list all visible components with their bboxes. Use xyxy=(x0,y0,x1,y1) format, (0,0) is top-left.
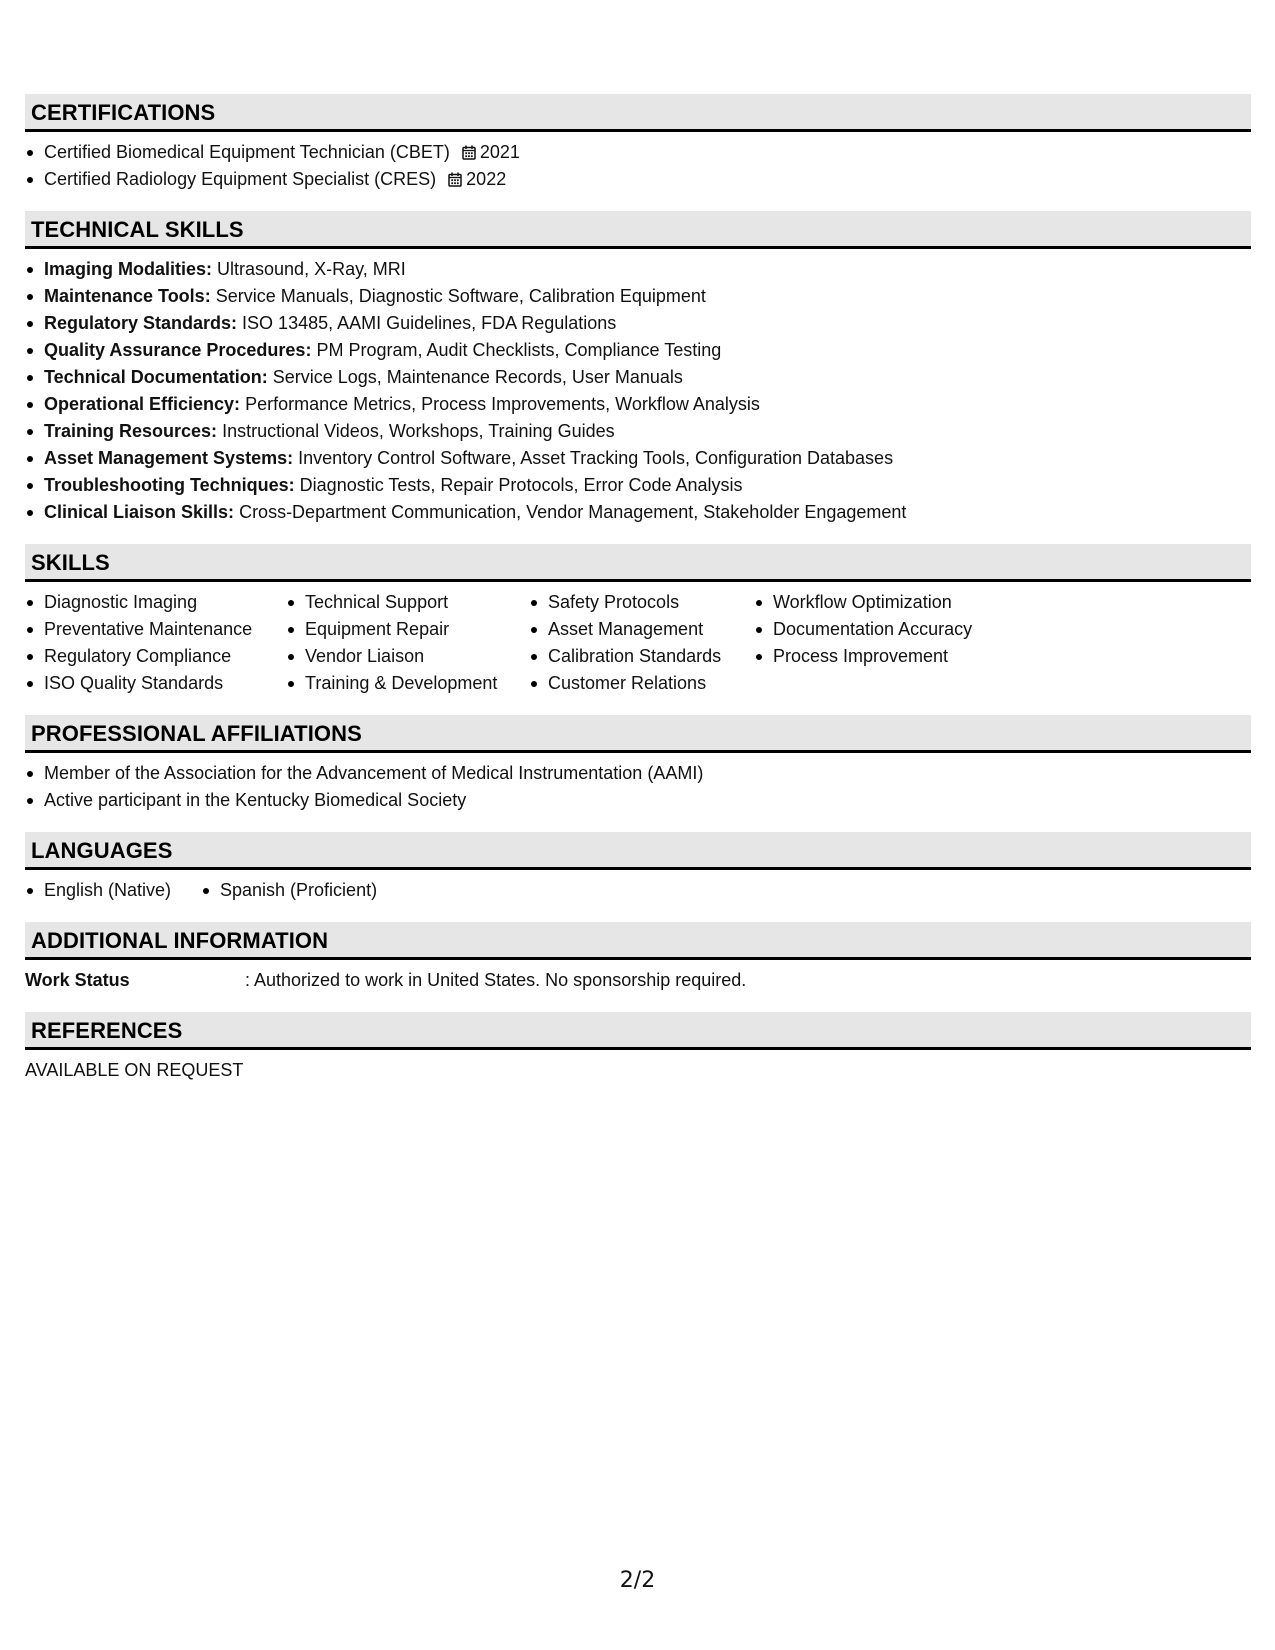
technical-skills-section xyxy=(25,211,1251,526)
resume-page xyxy=(25,94,1251,1102)
skill-item: Training & Development xyxy=(286,670,529,697)
skill-item: Equipment Repair xyxy=(286,616,529,643)
skills-column xyxy=(25,589,286,697)
skill-item: Customer Relations xyxy=(529,670,754,697)
technical-skill-item xyxy=(25,310,1251,337)
skill-item: Preventative Maintenance xyxy=(25,616,286,643)
affiliation-item: Member of the Association for the Advancement of Medical Instrumentation (AAMI) xyxy=(25,760,1251,787)
technical-skill-item xyxy=(25,364,1251,391)
skill-item: ISO Quality Standards xyxy=(25,670,286,697)
additional-info-section xyxy=(25,922,1251,994)
references-heading: REFERENCES xyxy=(25,1012,1251,1050)
certification-year: 2021 xyxy=(479,142,520,162)
technical-skills-heading: TECHNICAL SKILLS xyxy=(25,211,1251,249)
skills-column xyxy=(754,589,1014,697)
technical-skill-label: Maintenance Tools: xyxy=(44,286,211,306)
technical-skill-label: Technical Documentation: xyxy=(44,367,268,387)
technical-skill-label: Quality Assurance Procedures: xyxy=(44,340,312,360)
technical-skill-label: Asset Management Systems: xyxy=(44,448,294,468)
technical-skill-item xyxy=(25,472,1251,499)
technical-skill-value: PM Program, Audit Checklists, Compliance Testing xyxy=(311,340,722,360)
technical-skill-item xyxy=(25,499,1251,526)
skill-item: Documentation Accuracy xyxy=(754,616,1014,643)
technical-skill-value: Cross-Department Communication, Vendor Management, Stakeholder Engagement xyxy=(234,502,907,522)
skills-section xyxy=(25,544,1251,697)
technical-skill-item xyxy=(25,418,1251,445)
technical-skill-label: Troubleshooting Techniques: xyxy=(44,475,295,495)
work-status-value: : Authorized to work in United States. No sponsorship required. xyxy=(245,970,747,990)
skill-item: Technical Support xyxy=(286,589,529,616)
technical-skill-item xyxy=(25,337,1251,364)
technical-skill-item xyxy=(25,391,1251,418)
technical-skill-label: Operational Efficiency: xyxy=(44,394,241,414)
skill-item: Workflow Optimization xyxy=(754,589,1014,616)
technical-skill-label: Clinical Liaison Skills: xyxy=(44,502,235,522)
technical-skill-label: Training Resources: xyxy=(44,421,218,441)
certifications-list xyxy=(25,132,1251,193)
affiliation-item: Active participant in the Kentucky Biomedical Society xyxy=(25,787,1251,814)
certification-item xyxy=(25,139,1251,166)
languages-heading: LANGUAGES xyxy=(25,832,1251,870)
technical-skill-value: Instructional Videos, Workshops, Training Guides xyxy=(217,421,615,441)
work-status-label: Work Status xyxy=(25,970,130,990)
skill-item: Safety Protocols xyxy=(529,589,754,616)
technical-skill-label: Imaging Modalities: xyxy=(44,259,213,279)
technical-skill-value: Service Manuals, Diagnostic Software, Calibration Equipment xyxy=(210,286,706,306)
technical-skill-item xyxy=(25,283,1251,310)
skills-heading: SKILLS xyxy=(25,544,1251,582)
technical-skill-item xyxy=(25,445,1251,472)
certification-name: Certified Radiology Equipment Specialist (CRES) xyxy=(44,169,437,189)
calendar-icon xyxy=(462,145,476,160)
technical-skill-label: Regulatory Standards: xyxy=(44,313,238,333)
certification-item xyxy=(25,166,1251,193)
affiliations-list xyxy=(25,753,1251,814)
technical-skill-value: Diagnostic Tests, Repair Protocols, Error Code Analysis xyxy=(294,475,743,495)
language-column xyxy=(201,877,377,904)
technical-skill-value: Ultrasound, X-Ray, MRI xyxy=(212,259,406,279)
technical-skill-value: Service Logs, Maintenance Records, User Manuals xyxy=(267,367,683,387)
references-text: AVAILABLE ON REQUEST xyxy=(25,1060,244,1080)
skill-item: Asset Management xyxy=(529,616,754,643)
skill-item: Calibration Standards xyxy=(529,643,754,670)
certifications-section xyxy=(25,94,1251,193)
technical-skill-item xyxy=(25,256,1251,283)
page-number: 2/2 xyxy=(619,1568,656,1593)
skills-column xyxy=(286,589,529,697)
certification-year: 2022 xyxy=(466,169,507,189)
language-column xyxy=(25,877,201,904)
technical-skill-value: Inventory Control Software, Asset Tracking Tools, Configuration Databases xyxy=(293,448,894,468)
language-item: English (Native) xyxy=(25,877,201,904)
references-section xyxy=(25,1012,1251,1084)
certification-name: Certified Biomedical Equipment Technician (CBET) xyxy=(44,142,450,162)
languages-list xyxy=(25,870,1251,904)
technical-skill-value: Performance Metrics, Process Improvements, Workflow Analysis xyxy=(240,394,760,414)
skills-column xyxy=(529,589,754,697)
affiliations-section xyxy=(25,715,1251,814)
affiliations-heading: PROFESSIONAL AFFILIATIONS xyxy=(25,715,1251,753)
languages-section xyxy=(25,832,1251,904)
work-status-row xyxy=(25,960,1251,994)
skill-item: Vendor Liaison xyxy=(286,643,529,670)
technical-skills-list xyxy=(25,249,1251,526)
skills-grid xyxy=(25,582,1251,697)
skill-item: Process Improvement xyxy=(754,643,1014,670)
certifications-heading: CERTIFICATIONS xyxy=(25,94,1251,132)
skill-item: Diagnostic Imaging xyxy=(25,589,286,616)
calendar-icon xyxy=(448,172,462,187)
language-item: Spanish (Proficient) xyxy=(201,877,377,904)
technical-skill-value: ISO 13485, AAMI Guidelines, FDA Regulations xyxy=(237,313,617,333)
skill-item: Regulatory Compliance xyxy=(25,643,286,670)
additional-info-heading: ADDITIONAL INFORMATION xyxy=(25,922,1251,960)
